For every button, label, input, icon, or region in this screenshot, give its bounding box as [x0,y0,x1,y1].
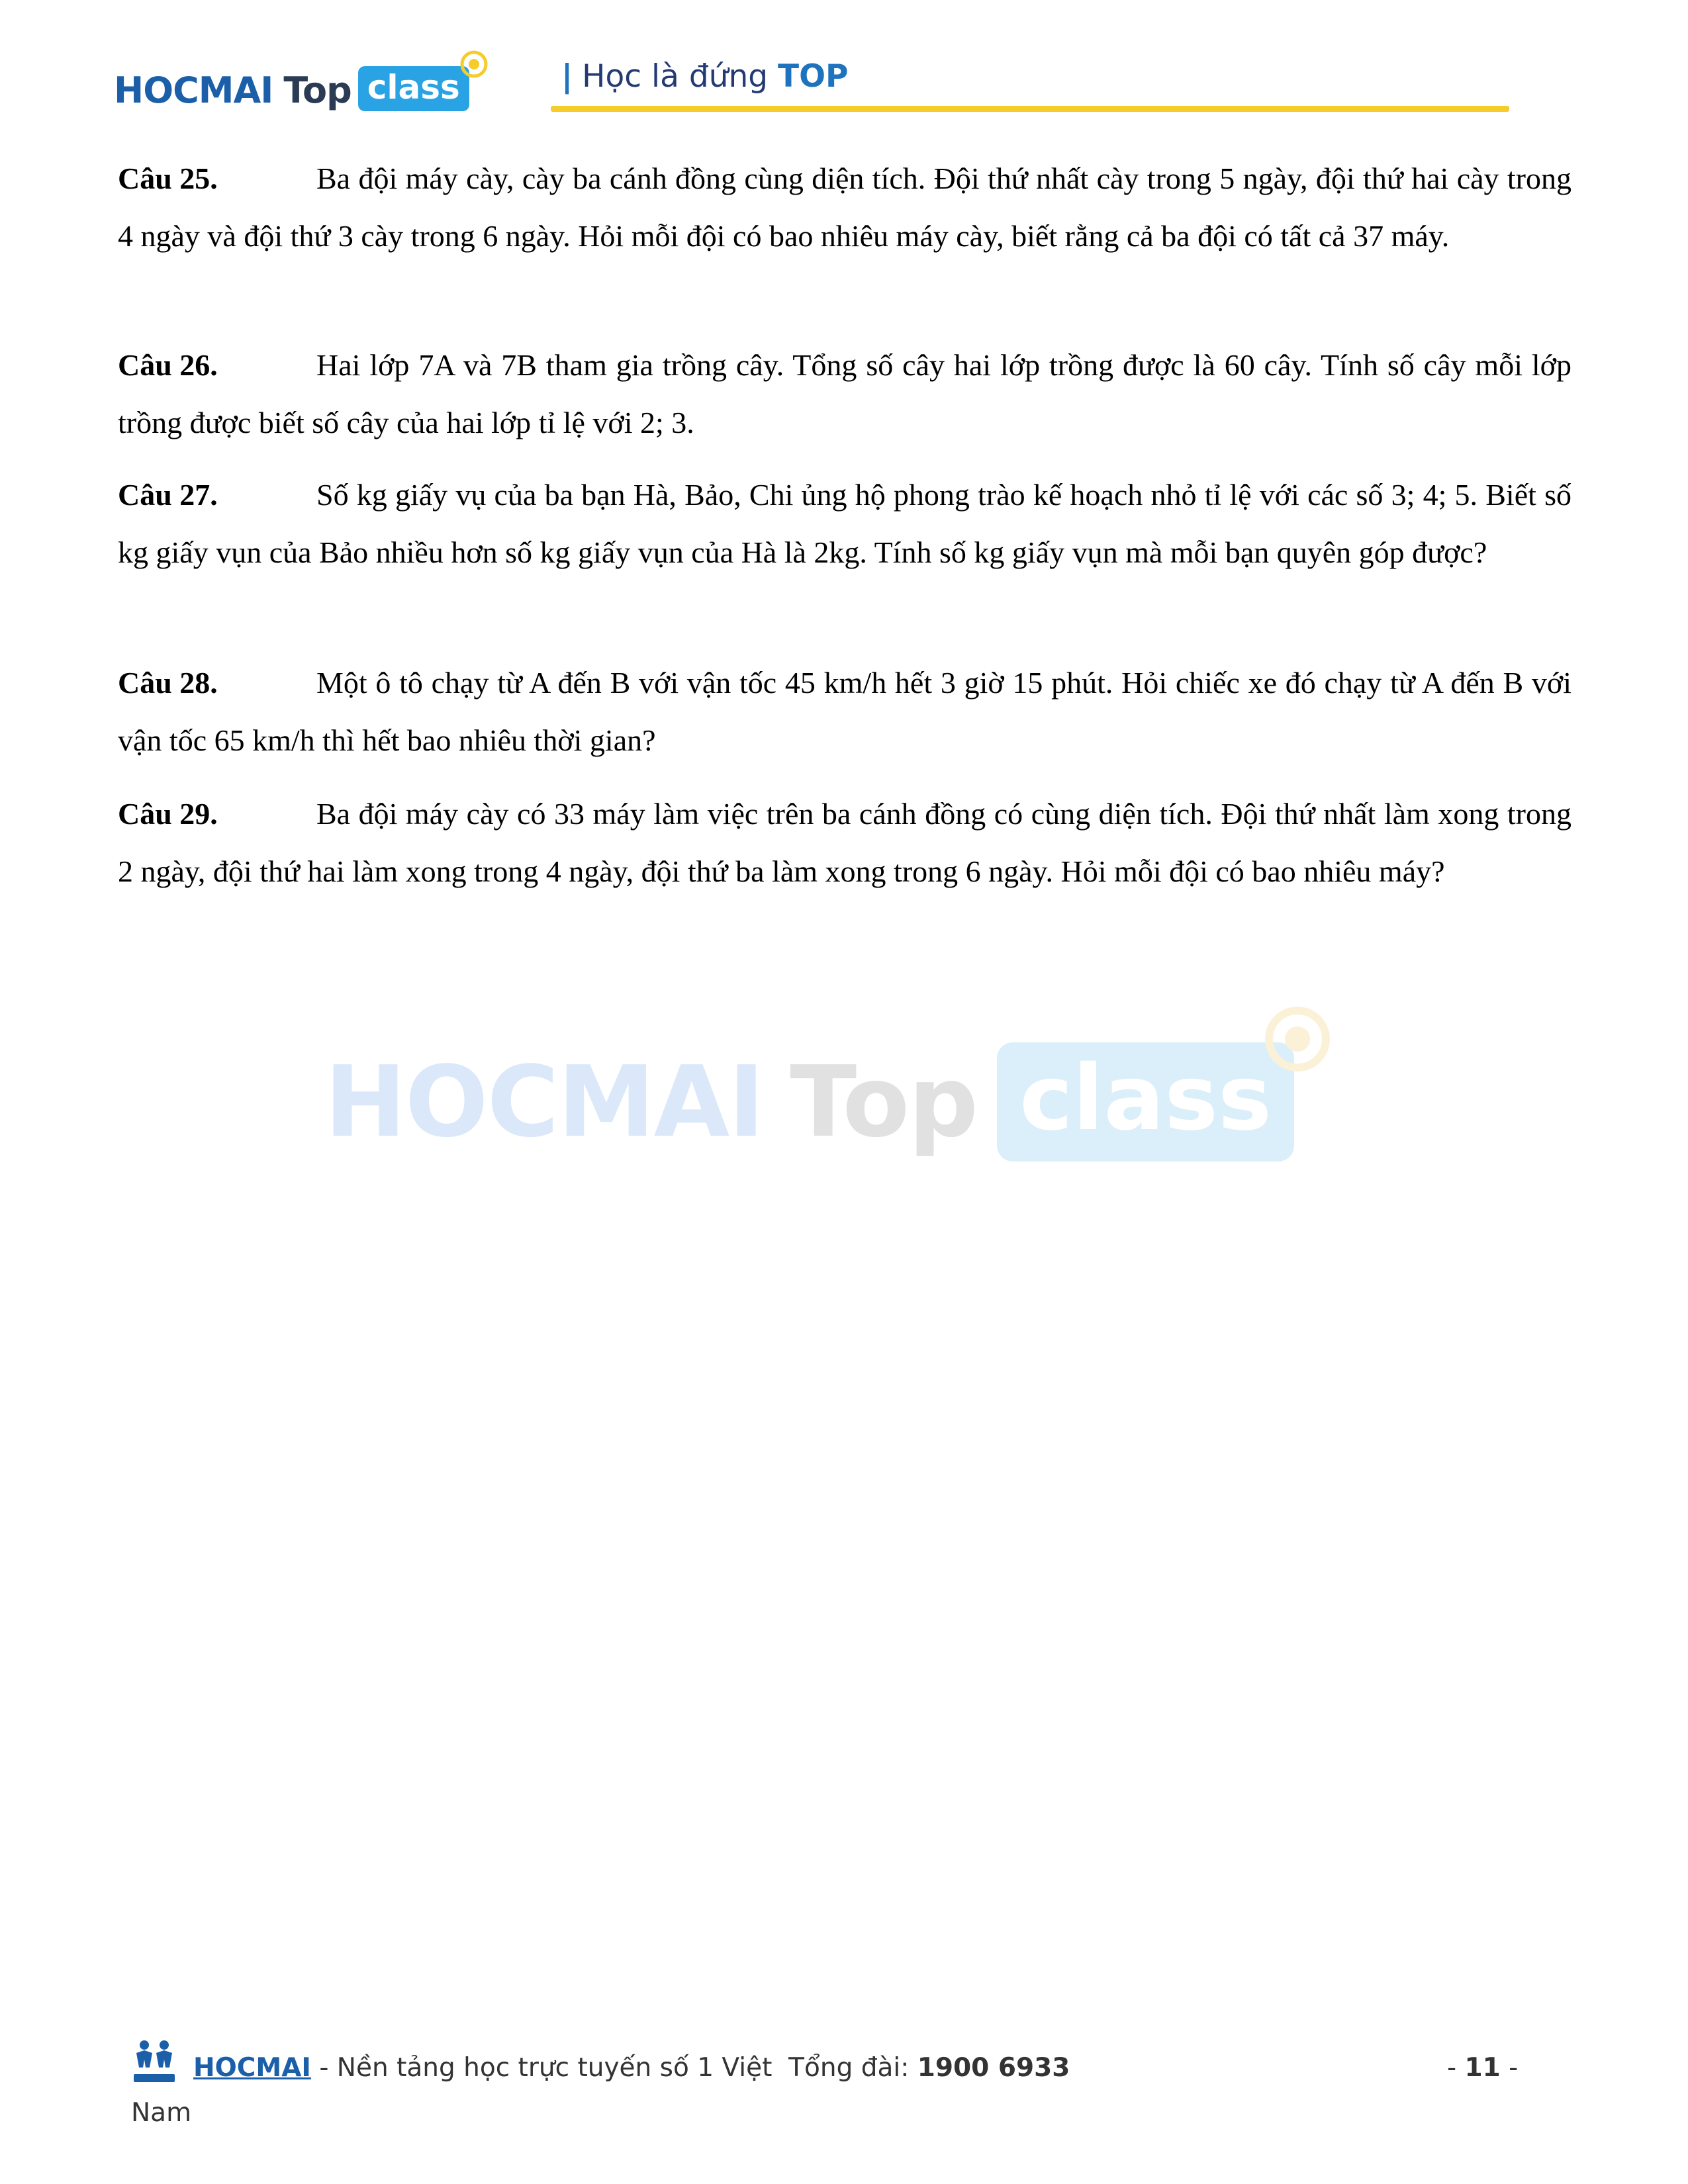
logo-class-badge [358,66,469,111]
watermark-class-badge [997,1042,1294,1161]
question-text: Ba đội máy cày có 33 máy làm việc trên ba cánh đồng có cùng diện tích. Đội thứ nhất làm xong trong 2 ngày, đội thứ hai làm xong trong 4 ngày, đội thứ ba làm xong trong 6 ngày. Hỏi mỗi đội có bao nhiêu máy? [118,797,1571,888]
question-29 [118,785,1571,900]
watermark-top: Top [790,1045,978,1159]
page-number-value: 11 [1464,2053,1501,2083]
footer-hotline-label: Tổng đài: [788,2053,910,2083]
header-tagline [561,58,849,95]
question-number: Câu 29. [118,797,218,831]
tagline-divider: | [561,58,573,95]
watermark-logo [324,1032,1294,1171]
question-text: Số kg giấy vụ của ba bạn Hà, Bảo, Chi ủng hộ phong trào kế hoạch nhỏ tỉ lệ với các số 3; 4; 5. Biết số kg giấy vụn của Bảo nhiều hơn số kg giấy vụn của Hà là 2kg. Tính số kg giấy vụn mà mỗi bạn quyên góp được? [118,478,1571,569]
watermark-class: class [997,1042,1294,1161]
watermark-hocmai: HOCMAI [324,1045,764,1159]
logo-top-text: Top [283,69,352,111]
question-number: Câu 25. [118,161,218,195]
question-26 [118,336,1571,451]
question-number: Câu 26. [118,348,218,382]
hocmai-footer-icon [131,2038,177,2086]
question-28 [118,654,1571,769]
footer-slogan: Nền tảng học trực tuyến số 1 Việt [336,2053,773,2083]
page-prefix: - [1447,2053,1465,2083]
logo-class-text: class [358,66,469,111]
footer-brand-link[interactable]: HOCMAI [193,2053,311,2083]
footer-hotline-number: 1900 6933 [917,2053,1070,2083]
question-text: Ba đội máy cày, cày ba cánh đồng cùng diện tích. Đội thứ nhất cày trong 5 ngày, đội thứ hai cày trong 4 ngày và đội thứ 3 cày trong 6 ngày. Hỏi mỗi đội có bao nhiêu máy cày, biết rằng cả ba đội có tất cả 37 máy. [118,161,1571,253]
sun-icon [459,49,489,79]
question-number: Câu 28. [118,666,218,700]
hocmai-topclass-logo [114,48,469,111]
page-suffix: - [1500,2053,1519,2083]
logo-hocmai-text: HOCMAI [114,69,273,111]
question-text: Hai lớp 7A và 7B tham gia trồng cây. Tổng số cây hai lớp trồng được là 60 cây. Tính số cây mỗi lớp trồng được biết số cây của hai lớp tỉ lệ với 2; 3. [118,348,1571,439]
question-25 [118,150,1571,265]
header-rule [551,106,1509,112]
footer-slogan-wrap: Nam [131,2098,192,2128]
question-27 [118,466,1571,581]
page-number [1447,2053,1518,2083]
footer-dash: - [310,2053,337,2083]
footer-line [193,2053,1070,2083]
tagline-top: TOP [778,58,849,95]
watermark-sun-icon [1261,1003,1334,1075]
tagline-text: Học là đứng [582,58,769,95]
question-number: Câu 27. [118,478,218,512]
question-text: Một ô tô chạy từ A đến B với vận tốc 45 km/h hết 3 giờ 15 phút. Hỏi chiếc xe đó chạy từ A đến B với vận tốc 65 km/h thì hết bao nhiêu thời gian? [118,666,1571,757]
